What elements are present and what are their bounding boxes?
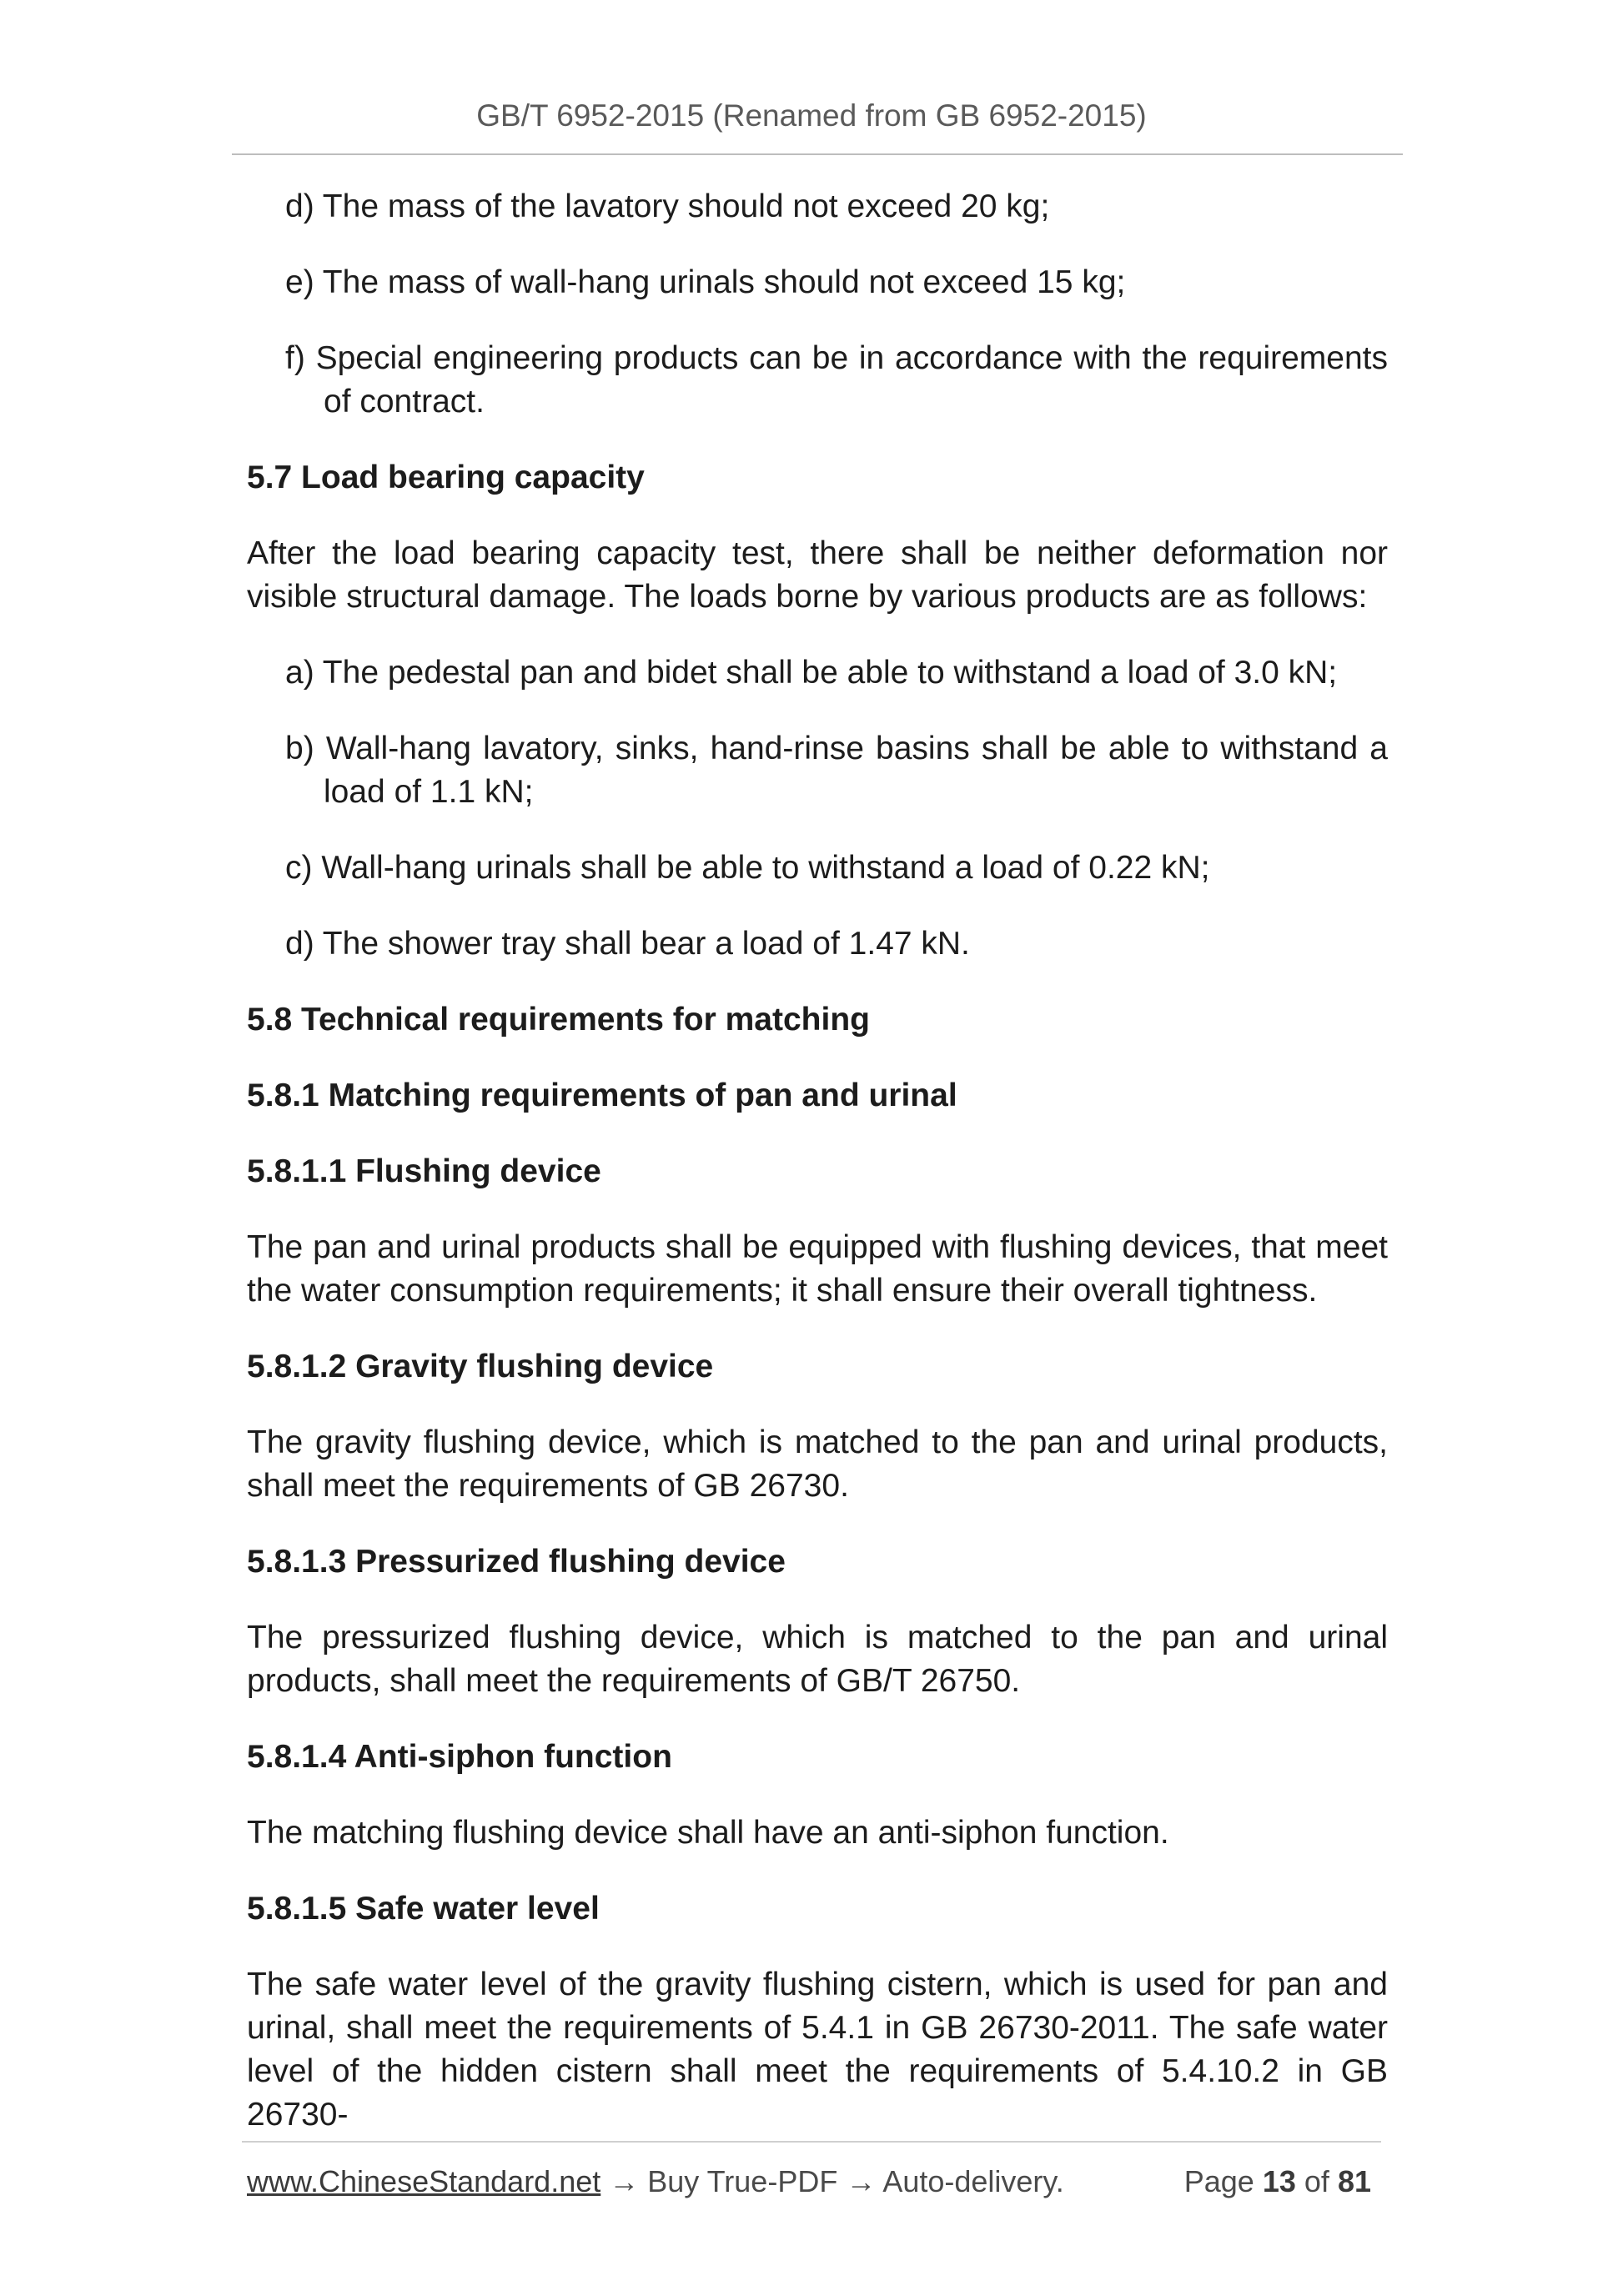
page-footer <box>247 2164 1381 2206</box>
section-heading-5-8-1-1: 5.8.1.1 Flushing device <box>247 1153 601 1189</box>
of-label: of <box>1304 2164 1329 2198</box>
page-label: Page <box>1183 2164 1254 2198</box>
paragraph-5-8-1-2: The gravity flushing device, which is matched to the pan and urinal products, shall meet the requirements of GB 26730. <box>247 1424 1388 1504</box>
page-indicator <box>1184 2164 1371 2199</box>
paragraph-5-8-1-4: The matching flushing device shall have an anti-siphon function. <box>247 1815 1169 1851</box>
paragraph-5-8-1-5: The safe water level of the gravity flushing cistern, which is used for pan and urinal, shall meet the requirements of 5.4.1 in GB 26730-2011. The safe water level of the hidden cistern shall meet the requirements of 5.4.10.2 in GB 26730- <box>247 1967 1388 2133</box>
paragraph-5-8-1-3: The pressurized flushing device, which is matched to the pan and urinal products, shall meet the requirements of GB/T 26750. <box>247 1620 1388 1699</box>
header-divider <box>232 153 1403 155</box>
paragraph-5-7: After the load bearing capacity test, there shall be neither deformation nor visible structural damage. The loads borne by various products are as follows: <box>247 535 1388 615</box>
section-heading-5-8-1: 5.8.1 Matching requirements of pan and urinal <box>247 1078 957 1113</box>
section-heading-5-8: 5.8 Technical requirements for matching <box>247 1002 870 1037</box>
paragraph-5-8-1-1: The pan and urinal products shall be equipped with flushing devices, that meet the water consumption requirements; it shall ensure their overall tightness. <box>247 1229 1388 1309</box>
list-item-lavatory-mass: d) The mass of the lavatory should not exceed 20 kg; <box>285 188 1050 224</box>
page-header-title: GB/T 6952-2015 (Renamed from GB 6952-2015) <box>476 98 1147 133</box>
section-heading-5-8-1-4: 5.8.1.4 Anti-siphon function <box>247 1739 672 1775</box>
list-item-shower-tray-load: d) The shower tray shall bear a load of 1.47 kN. <box>285 926 970 962</box>
list-item-wall-hang-load: b) Wall-hang lavatory, sinks, hand-rinse basins shall be able to withstand a load of 1.1 kN; <box>285 731 1388 810</box>
page-current: 13 <box>1262 2164 1296 2198</box>
list-item-urinal-load: c) Wall-hang urinals shall be able to withstand a load of 0.22 kN; <box>285 850 1210 886</box>
footer-promo <box>247 2164 1064 2199</box>
list-item-special-products: f) Special engineering products can be in accordance with the requirements of contract. <box>285 340 1388 420</box>
footer-tagline: → Buy True-PDF → Auto-delivery. <box>600 2164 1064 2198</box>
section-heading-5-8-1-2: 5.8.1.2 Gravity flushing device <box>247 1349 714 1384</box>
section-heading-5-8-1-3: 5.8.1.3 Pressurized flushing device <box>247 1544 786 1580</box>
website-link[interactable]: www.ChineseStandard.net <box>247 2164 601 2198</box>
page-total: 81 <box>1337 2164 1371 2198</box>
document-body <box>247 185 1388 2169</box>
section-heading-5-8-1-5: 5.8.1.5 Safe water level <box>247 1891 600 1927</box>
list-item-urinal-mass: e) The mass of wall-hang urinals should not exceed 15 kg; <box>285 264 1126 300</box>
list-item-pedestal-load: a) The pedestal pan and bidet shall be able to withstand a load of 3.0 kN; <box>285 655 1338 691</box>
footer-divider <box>242 2141 1381 2143</box>
section-heading-5-7: 5.7 Load bearing capacity <box>247 460 645 495</box>
